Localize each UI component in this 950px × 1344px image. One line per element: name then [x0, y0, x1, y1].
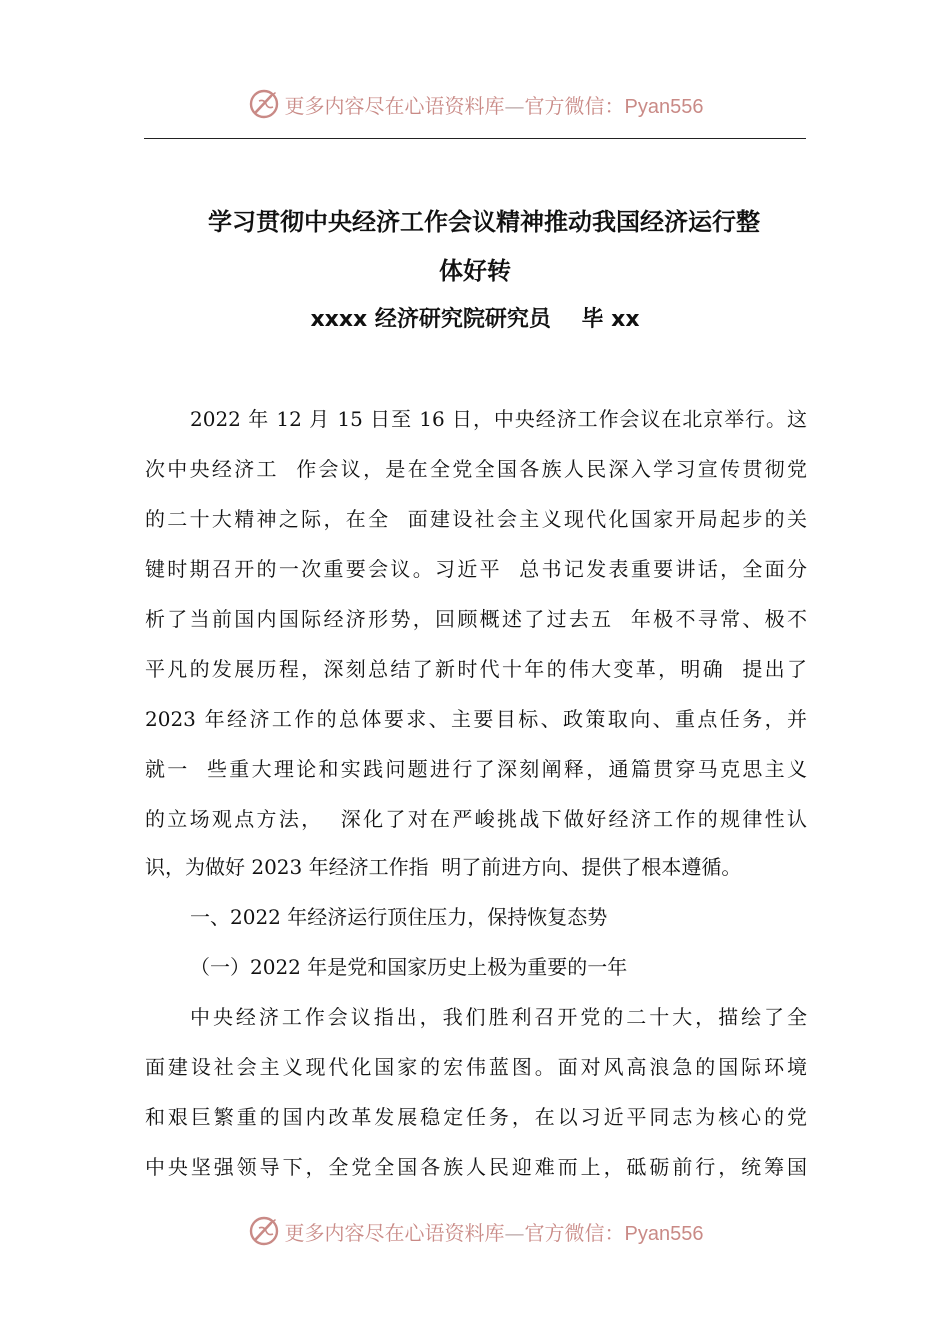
- body-line: 析了当前国内国际经济形势，回顾概述了过去五 年极不寻常、极不: [145, 607, 807, 631]
- document-author: xxxx 经济研究院研究员 毕 xx: [310, 307, 640, 332]
- banner-separator: —: [504, 93, 525, 118]
- body-line: 次中央经济工 作会议，是在全党全国各族人民深入学习宣传贯彻党: [145, 457, 807, 481]
- banner-text: [285, 90, 704, 119]
- footer-watermark-banner: [0, 1211, 950, 1251]
- body-line: 的二十大精神之际，在全 面建设社会主义现代化国家开局起步的关: [145, 507, 807, 531]
- banner-suffix: 官方微信：: [524, 93, 625, 118]
- body-line: 键时期召开的一次重要会议。习近平 总书记发表重要讲话，全面分: [145, 557, 807, 581]
- body-line: 的立场观点方法， 深化了对在严峻挑战下做好经济工作的规律性认: [145, 807, 807, 831]
- body-line: 中央坚强领导下，全党全国各族人民迎难而上，砥砺前行，统筹国: [145, 1155, 807, 1179]
- document-title-line2: 体好转: [439, 257, 511, 285]
- body-line: 平凡的发展历程，深刻总结了新时代十年的伟大变革，明确 提出了: [145, 657, 807, 681]
- body-line: 面建设社会主义现代化国家的宏伟蓝图。面对风高浪急的国际环境: [145, 1055, 807, 1079]
- body-line: 和艰巨繁重的国内改革发展稳定任务，在以习近平同志为核心的党: [145, 1105, 807, 1129]
- banner-separator: —: [504, 1220, 525, 1245]
- quill-seal-icon: [247, 87, 281, 121]
- banner-account: Pyan556: [624, 1222, 704, 1245]
- body-line: 中央经济工作会议指出，我们胜利召开党的二十大，描绘了全: [190, 1005, 807, 1029]
- banner-main-text: 更多内容尽在心语资料库: [284, 93, 505, 118]
- banner-main-text: 更多内容尽在心语资料库: [284, 1220, 505, 1245]
- body-line: 识，为做好 2023 年经济工作指 明了前进方向、提供了根本遵循。: [145, 855, 742, 879]
- section-heading: 一、2022 年经济运行顶住压力，保持恢复态势: [190, 905, 608, 929]
- banner-account: Pyan556: [624, 95, 704, 118]
- body-line: 2022 年 12 月 15 日至 16 日，中央经济工作会议在北京举行。这: [190, 407, 807, 431]
- banner-suffix: 官方微信：: [524, 1220, 625, 1245]
- document-title-line1: 学习贯彻中央经济工作会议精神推动我国经济运行整: [208, 208, 760, 236]
- quill-seal-icon: [247, 1214, 281, 1248]
- header-watermark-banner: [0, 84, 950, 124]
- body-line: 就一 些重大理论和实践问题进行了深刻阐释，通篇贯穿马克思主义: [145, 757, 807, 781]
- body-line: 2023 年经济工作的总体要求、主要目标、政策取向、重点任务，并: [145, 707, 807, 731]
- subsection-heading: （一）2022 年是党和国家历史上极为重要的一年: [190, 955, 628, 979]
- banner-text: [285, 1217, 704, 1246]
- header-divider: [144, 138, 806, 139]
